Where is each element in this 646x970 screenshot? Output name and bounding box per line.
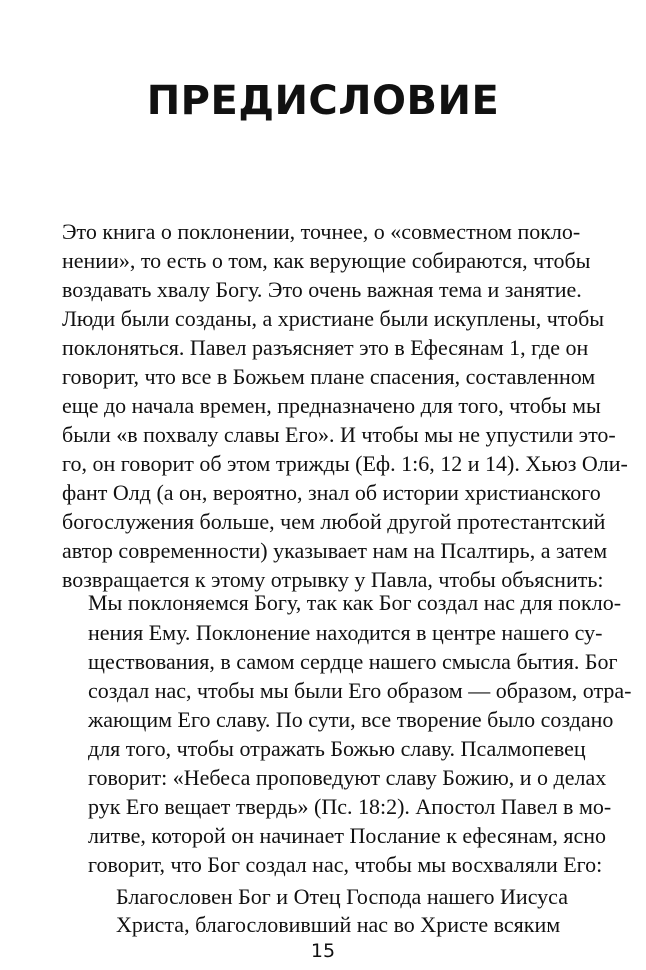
paragraph-line: Это книга о поклонении, точнее, о «совместном покло- [62,219,581,244]
quote-line: рук Его вещает твердь» (Пс. 18:2). Апостол Павел в мо- [88,794,612,819]
paragraph-line: еще до начала времен, предназначено для того, чтобы мы [62,393,601,418]
page-number: 15 [310,940,336,962]
chapter-heading: ПРЕДИСЛОВИЕ [146,78,500,124]
paragraph-line: Люди были созданы, а христиане были искуплены, чтобы [62,306,605,331]
nested-quote-line: Благословен Бог и Отец Господа нашего Иисуса [116,884,568,909]
paragraph-line: говорит, что все в Божьем плане спасения, составленном [62,364,596,389]
nested-quote-line: Христа, благословивший нас во Христе всяким [116,912,561,937]
paragraph-line: го, он говорит об этом трижды (Еф. 1:6, 12 и 14). Хьюз Оли- [62,451,628,476]
quote-line: Мы поклоняемся Богу, так как Бог создал нас для покло- [88,590,622,615]
paragraph-line: автор современности) указывает нам на Псалтирь, а затем [62,538,608,563]
quote-line: говорит: «Небеса проповедуют славу Божию, и о делах [88,765,607,790]
quote-line: нения Ему. Поклонение находится в центре нашего су- [88,620,603,645]
quote-line: ществования, в самом сердце нашего смысла бытия. Бог [88,649,618,674]
paragraph-line: были «в похвалу славы Его». И чтобы мы не упустили это- [62,422,616,447]
quote-line: говорит, что Бог создал нас, чтобы мы восхваляли Его: [88,852,603,877]
paragraph-line: фант Олд (а он, вероятно, знал об истории христианского [62,480,601,505]
quote-line: создал нас, чтобы мы были Его образом — образом, отра- [88,678,632,703]
paragraph-line: богослужения больше, чем любой другой протестантский [62,509,606,534]
paragraph-line: нении», то есть о том, как верующие собираются, чтобы [62,248,591,273]
quote-line: литве, которой он начинает Послание к ефесянам, ясно [88,823,606,848]
quote-line: для того, чтобы отражать Божью славу. Псалмопевец [88,736,586,761]
paragraph-line: возвращается к этому отрывку у Павла, чтобы объяснить: [62,567,604,592]
quote-line: жающим Его славу. По сути, все творение было создано [88,707,614,732]
paragraph-line: поклоняться. Павел разъясняет это в Ефесянам 1, где он [62,335,589,360]
paragraph-line: воздавать хвалу Богу. Это очень важная тема и занятие. [62,277,582,302]
